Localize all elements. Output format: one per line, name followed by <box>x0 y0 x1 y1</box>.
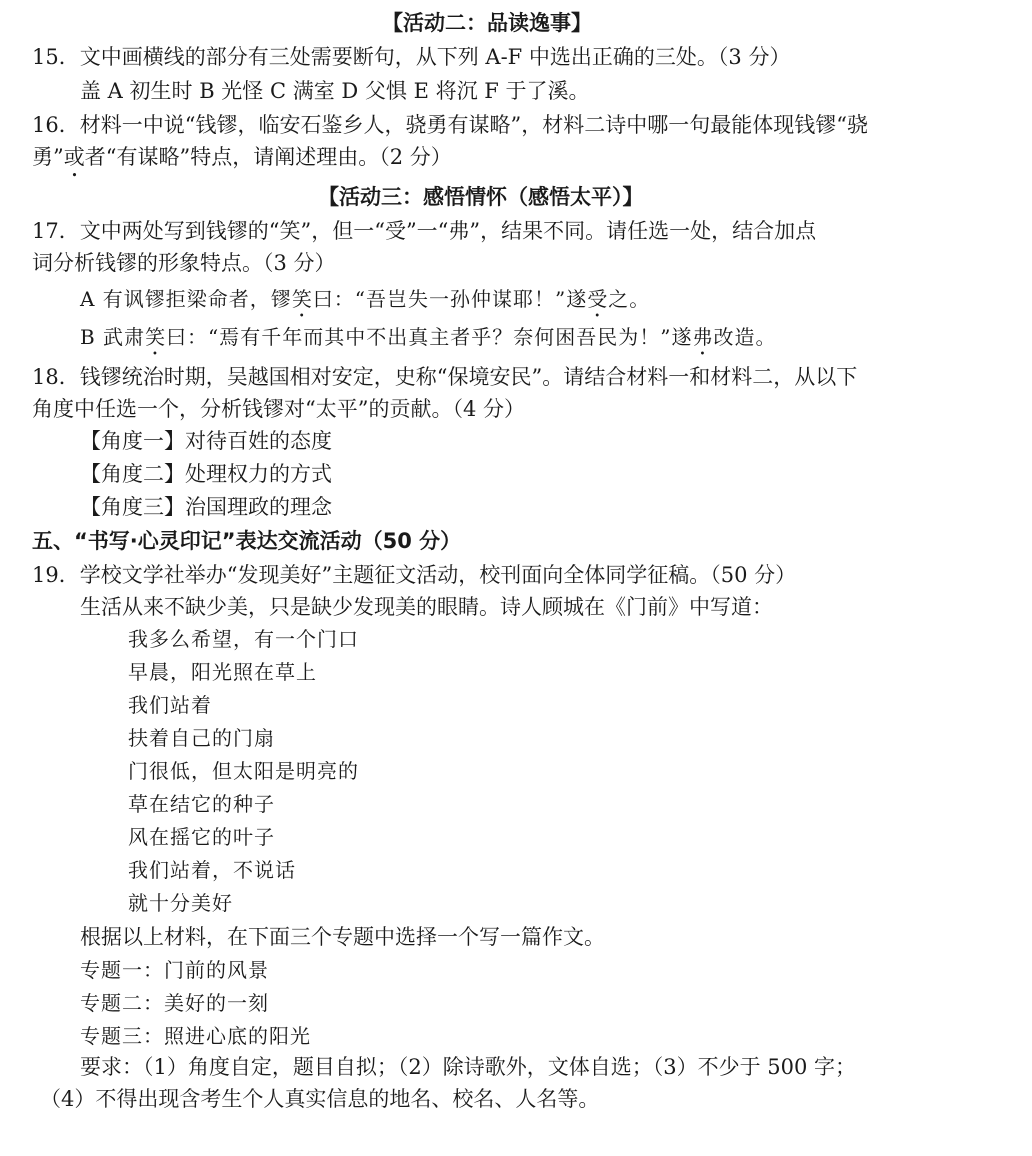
poem-line: 就十分美好 <box>128 891 233 915</box>
question-17 <box>32 216 816 246</box>
question-number: 19． <box>32 563 80 587</box>
question-19-intro: 生活从来不缺少美，只是缺少发现美的眼睛。诗人顾城在《门前》中写道： <box>80 595 773 619</box>
poem-line: 早晨，阳光照在草上 <box>128 660 317 684</box>
question-15-options: 盖 A 初生时 B 光怪 C 满室 D 父惧 E 将沉 F 于了溪。 <box>80 79 590 103</box>
text-segment: 改造。 <box>713 325 777 349</box>
emphasized-char: 笑 <box>291 287 313 311</box>
question-16 <box>32 110 868 140</box>
quote-option-b <box>80 322 777 360</box>
activity-three-title: 【活动三：感悟情怀（感悟太平）】 <box>318 185 644 209</box>
requirements-line-1: 要求：（1）角度自定，题目自拟；（2）除诗歌外，文体自选；（3）不少于 500 字； <box>80 1055 857 1079</box>
question-text: 文中画横线的部分有三处需要断句，从下列 A-F 中选出正确的三处。（3 分） <box>79 45 791 69</box>
poem-line: 我们站着，不说话 <box>128 858 296 882</box>
topic-item: 专题三：照进心底的阳光 <box>80 1024 311 1048</box>
question-text: 文中两处写到钱镠的“笑”，但一“受”一“弗”，结果不同。请任选一处，结合加点 <box>79 219 817 243</box>
question-number: 17． <box>32 219 80 243</box>
question-18 <box>32 362 857 392</box>
poem-line: 风在摇它的叶子 <box>128 825 275 849</box>
activity-two-title: 【活动二：品读逸事】 <box>382 11 592 35</box>
question-text: 钱镠统治时期，吴越国相对安定，史称“保境安民”。请结合材料一和材料二，从以下 <box>79 365 858 389</box>
question-17-continued: 词分析钱镠的形象特点。（3 分） <box>32 251 336 275</box>
topic-item: 专题一：门前的风景 <box>80 958 269 982</box>
emphasized-char: 弗 <box>692 325 714 349</box>
angle-item: 【角度三】治国理政的理念 <box>80 495 332 519</box>
text-segment: B 武肃 <box>80 325 146 349</box>
question-number: 18． <box>32 365 80 389</box>
poem-line: 草在结它的种子 <box>128 792 275 816</box>
text-segment: 曰：“吾岂失一孙仲谋耶！”遂 <box>312 287 588 311</box>
poem-line: 门很低，但太阳是明亮的 <box>128 759 359 783</box>
question-number: 16． <box>32 113 80 137</box>
topic-item: 专题二：美好的一刻 <box>80 991 269 1015</box>
question-text: 材料一中说“钱镠，临安石鉴乡人，骁勇有谋略”，材料二诗中哪一句最能体现钱镠“骁 <box>79 113 868 137</box>
emphasized-char: 笑 <box>145 325 167 349</box>
question-19-instruction: 根据以上材料，在下面三个专题中选择一个写一篇作文。 <box>80 925 605 949</box>
text-segment: 之。 <box>608 287 651 311</box>
quote-option-a <box>80 284 650 322</box>
emphasized-char: 或 <box>63 145 85 169</box>
question-text: 学校文学社举办“发现美好”主题征文活动，校刊面向全体同学征稿。（50 分） <box>79 563 797 587</box>
text-segment: A 有讽镠拒梁命者，镠 <box>80 287 292 311</box>
question-18-continued: 角度中任选一个，分析钱镠对“太平”的贡献。（4 分） <box>32 397 526 421</box>
text-segment: 勇” <box>32 145 64 169</box>
poem-line: 我多么希望，有一个门口 <box>128 627 359 651</box>
emphasized-char: 受 <box>587 287 609 311</box>
poem-line: 扶着自己的门扇 <box>128 726 275 750</box>
question-15 <box>32 42 790 72</box>
poem-line: 我们站着 <box>128 693 212 717</box>
question-19 <box>32 560 796 590</box>
text-segment: 曰：“焉有千年而其中不出真主者乎？奈何困吾民为！”遂 <box>166 325 693 349</box>
text-segment: 者“有谋略”特点，请阐述理由。（2 分） <box>84 145 452 169</box>
requirements-line-2: （4）不得出现含考生个人真实信息的地名、校名、人名等。 <box>40 1087 600 1111</box>
section-five-title: 五、“书写·心灵印记”表达交流活动（50 分） <box>32 529 462 553</box>
angle-item: 【角度二】处理权力的方式 <box>80 462 332 486</box>
angle-item: 【角度一】对待百姓的态度 <box>80 429 332 453</box>
question-number: 15． <box>32 45 80 69</box>
question-16-continued <box>32 142 452 182</box>
